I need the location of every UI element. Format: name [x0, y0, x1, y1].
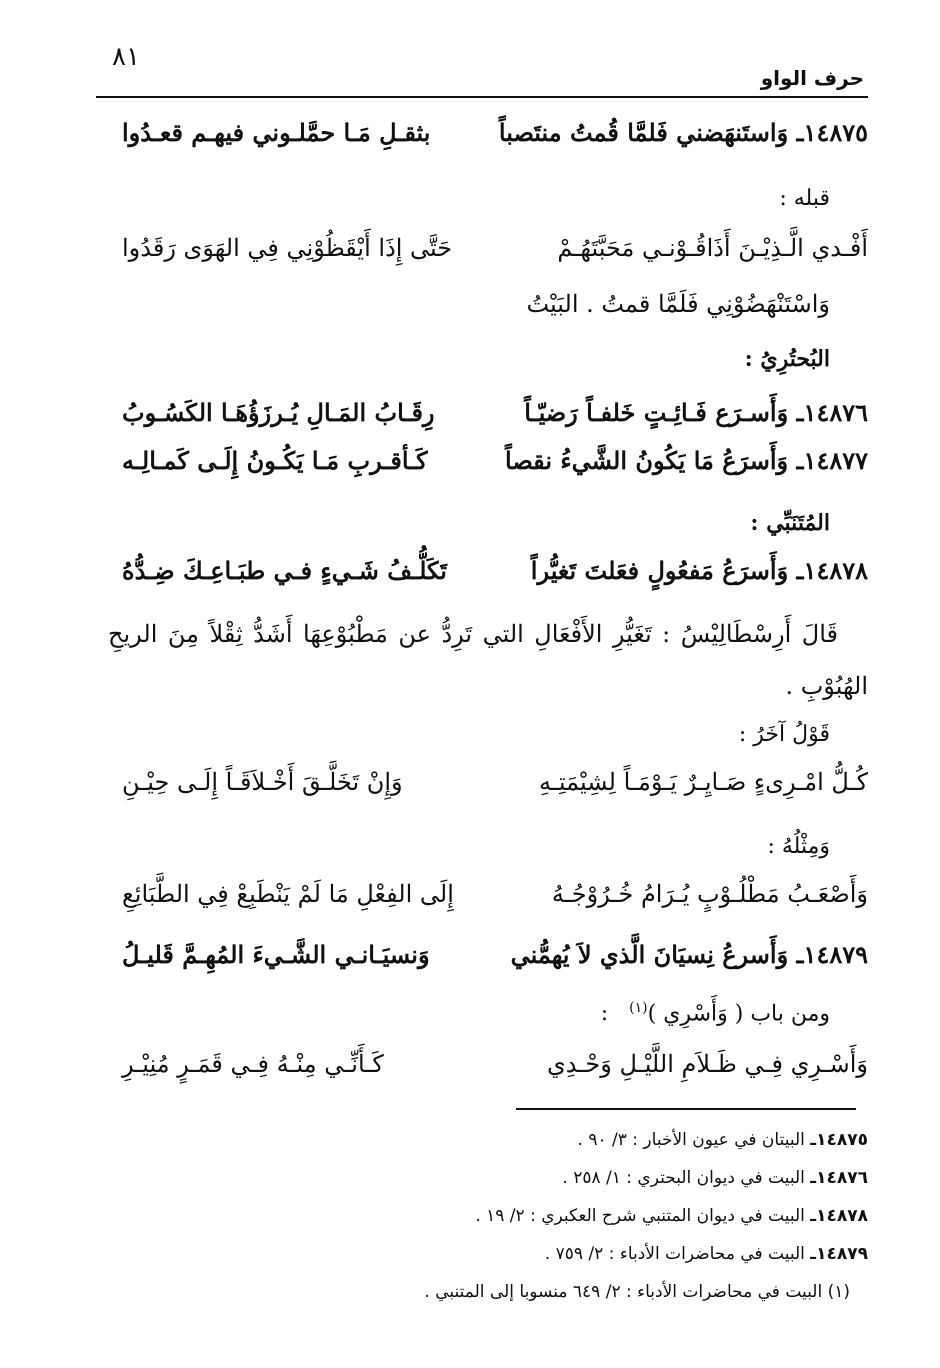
footnote-marker: (١) — [629, 1000, 648, 1016]
footnote-number: ١٤٨٧٨ـ — [810, 1206, 868, 1226]
footnote-text: البيت في ديوان المتنبي شرح العكبري : ٢/ ١٩ . — [475, 1206, 805, 1226]
footnote-item — [475, 1206, 868, 1226]
page-number: ٨١ — [112, 42, 140, 72]
verse-hemistich-second: تَكَلُّـفُ شَـيءٍ فـي طبَـاعِـكَ ضِـدُّهُ — [122, 556, 447, 585]
running-head: حرف الواو — [760, 66, 864, 90]
verse-hemistich-first: كُـلُّ امْـرِىءٍ صَـايِـرٌ يَـوْمَـاً لِشِيْمَتِـهِ — [539, 768, 868, 796]
verse-hemistich-first: وَأَصْعَـبُ مَطْلُـوْبٍ يُـرَامُ خُـرُوْجُـهُ — [551, 880, 868, 908]
section-label-mithluhu: وَمِثْلُهُ : — [767, 834, 830, 859]
footnote-text: البيتان في عيون الأخبار : ٣/ ٩٠ . — [577, 1130, 805, 1150]
poet-label-mutanabbi: المُتَنَبِّي : — [750, 510, 830, 536]
section-label-bab — [601, 1000, 830, 1026]
section-label-qablahu: قبله : — [779, 186, 830, 211]
footnote-number: ١٤٨٧٩ـ — [810, 1244, 868, 1264]
verse-hemistich-second: كَـأقـربِ مَـا يَكُـونُ إِلَـى كَمـالِـه — [122, 446, 428, 475]
verse-hemistich-first: ١٤٨٧٩ـ وَأَسرعُ نِسيَانَ الَّذي لاَ يُهمُّني — [510, 940, 868, 969]
verse-hemistich-second: كَـأَنِّـي مِنْـهُ فِـي قَمَـرٍ مُنِيْـرِ — [122, 1050, 384, 1078]
footnote-number: (١) — [827, 1282, 850, 1302]
footnote-text: البيت في محاضرات الأدباء : ٢/ ٦٤٩ منسوبا إلى المتنبي . — [424, 1282, 823, 1302]
poet-label-buhturi: البُحتُرِيُ : — [744, 346, 830, 372]
verse-hemistich-first: ١٤٨٧٧ـ وَأَسرَعُ مَا يَكُونُ الشَّيءُ نقصاً — [505, 446, 868, 475]
footnote-item — [578, 1130, 868, 1150]
section-label-qawl-akhar: قَوْلُ آخَرُ : — [738, 722, 830, 747]
verse-hemistich-first: ١٤٨٧٥ـ وَاستَنهَضني فَلمَّا قُمتُ منتَصباً — [498, 118, 868, 147]
footnote-item — [545, 1244, 868, 1264]
footnote-number: ١٤٨٧٦ـ — [810, 1168, 868, 1188]
verse-hemistich-second: وَنسيَـانـي الشَّـيءَ المُهِـمَّ قَليـلُ — [122, 940, 430, 969]
prose-aristotle: قَالَ أَرِسْطَالِيْسُ : تَغَيُّرِ الأَفْعَالِ التي تَرِدُّ عن مَطْبُوْعِهَا أَشَدُّ ثِقْلاً مِنَ الريحِ الهُبُوْبِ . — [108, 620, 868, 700]
footnote-rule — [516, 1108, 856, 1110]
footnote-number: ١٤٨٧٥ـ — [810, 1130, 868, 1150]
footnote-item — [424, 1282, 850, 1302]
verse-continuation: وَاسْتَنْهَضُوْنِي فَلَمَّا قمتُ . البَيْتُ — [526, 290, 830, 318]
verse-hemistich-second: حَتَّى إِذَا أَيْقَظُوْنِي فِي الهَوَى رَقَدُوا — [122, 234, 453, 262]
verse-hemistich-second: بثقـلِ مَـا حمَّلـوني فيهـم قعـدُوا — [122, 118, 431, 147]
verse-hemistich-first: ١٤٨٧٨ـ وَأَسرَعُ مَفعُولٍ فعَلتَ تَغيُّراً — [530, 556, 868, 585]
verse-hemistich-second: رِقَـابُ المَـالِ يُـرزَؤُهَـا الكَسُـوبُ — [122, 398, 435, 427]
header-rule — [96, 96, 868, 98]
verse-hemistich-second: وَإِنْ تَخَلَّـقَ أَخْـلاَقَـاً إِلَـى حِيْـنِ — [122, 768, 403, 796]
verse-hemistich-second: إِلَى الفِعْلِ مَا لَمْ يَنْطَبِعْ فِي الطَّبَائِعِ — [122, 880, 454, 908]
bab-text: ومن باب ( وَأَسْرِي ) — [647, 1001, 830, 1027]
footnote-text: البيت في ديوان البحتري : ١/ ٢٥٨ . — [562, 1168, 805, 1188]
bab-colon: : — [600, 1001, 609, 1027]
footnote-text: البيت في محاضرات الأدباء : ٢/ ٧٥٩ . — [544, 1244, 805, 1264]
verse-hemistich-first: أَفْـدي الَّـذِيْـنَ أَذَاقُـوْنـي مَحَبَّتَهُـمْ — [557, 234, 868, 262]
verse-hemistich-first: ١٤٨٧٦ـ وَأَسـرَع فَـائِـتٍ خَلفـاً رَضيّـاً — [524, 398, 868, 427]
verse-hemistich-first: وَأَسْـرِي فِـي ظَـلاَمِ اللَّيْـلِ وَحْـدِي — [547, 1050, 868, 1078]
footnote-item — [562, 1168, 868, 1188]
